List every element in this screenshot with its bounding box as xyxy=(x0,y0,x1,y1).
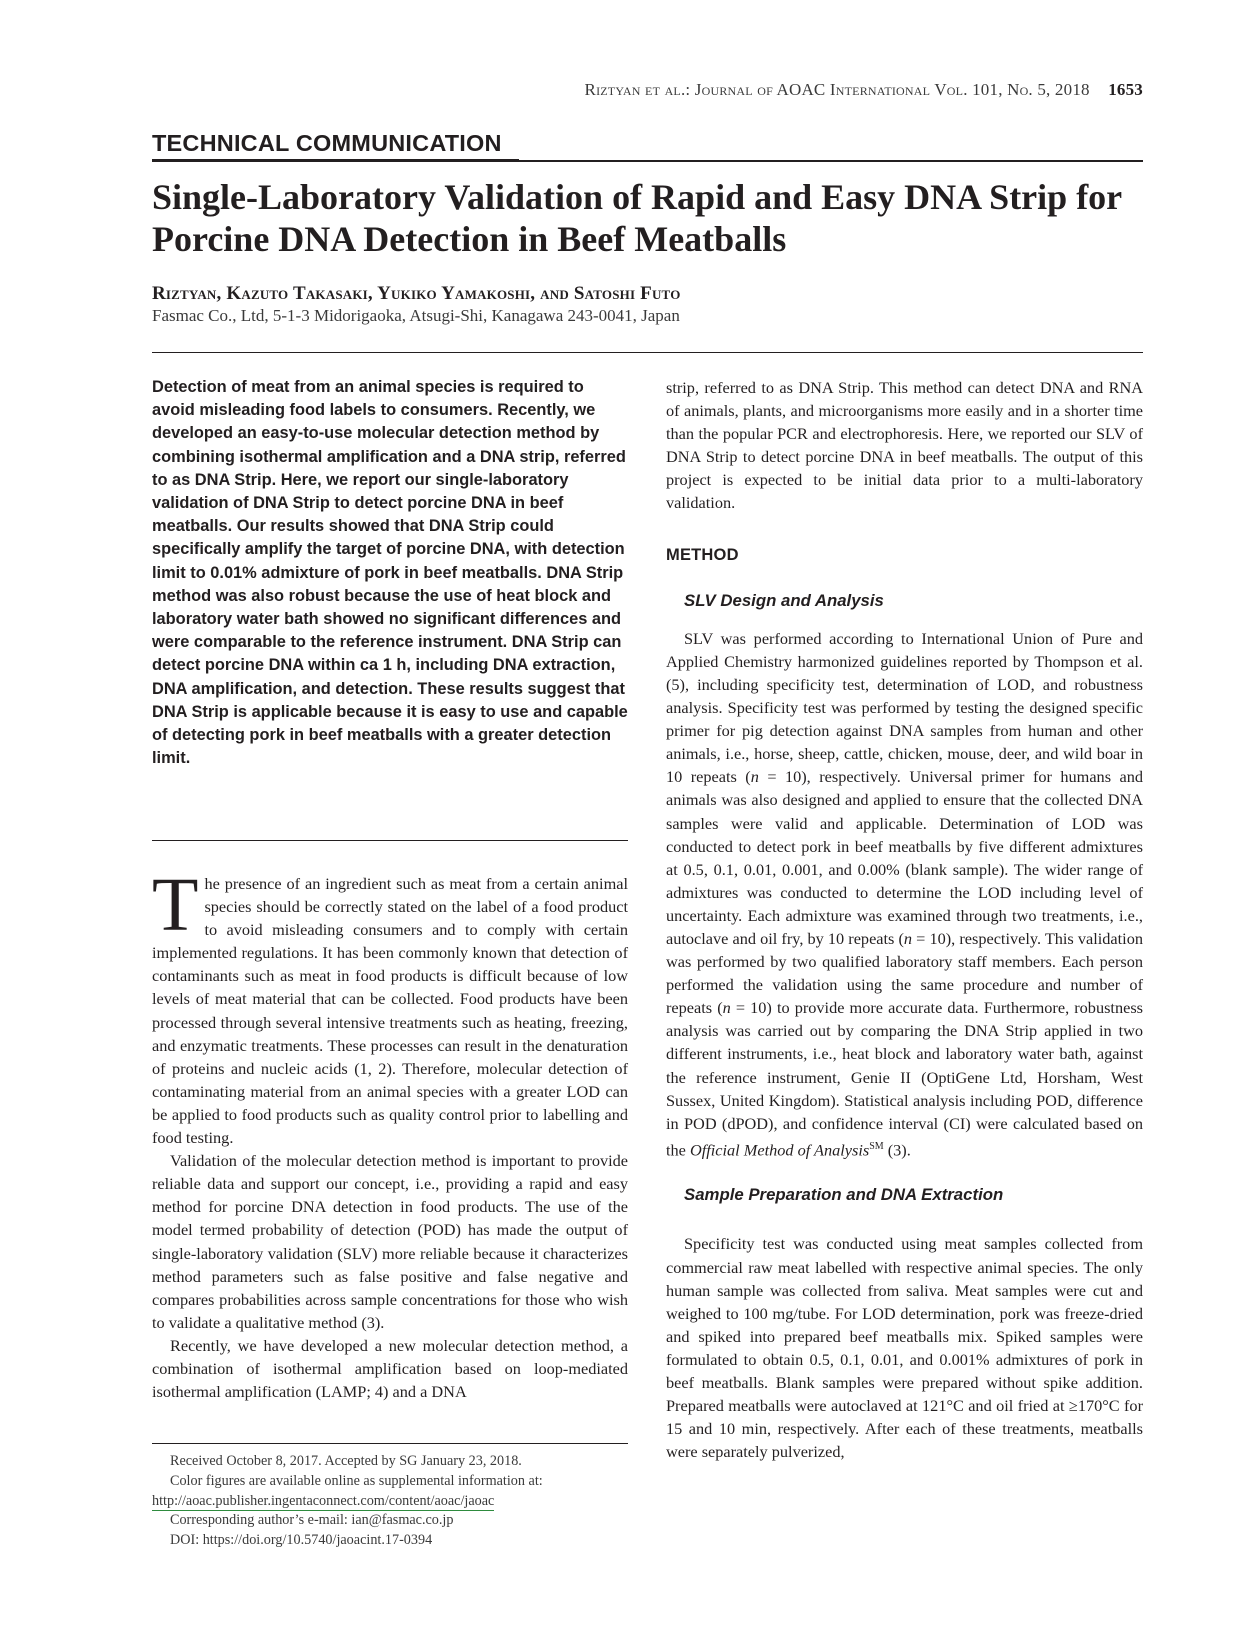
intro-paragraph-2: Validation of the molecular detection method is important to provide reliable data and support our concept, i.e., providing a rapid and easy method for porcine DNA detection in food products. The use of the model termed probability of detection (POD) has made the output of single-laboratory validation (SLV) more reliable because it characterizes method parameters such as false positive and false negative and compares probabilities across sample concentrations for those who wish to validate a qualitative method (3). xyxy=(152,1151,628,1332)
running-head xyxy=(585,80,1143,100)
intro-paragraph-1 xyxy=(152,863,628,1149)
footnotes xyxy=(152,1452,628,1551)
oma-superscript: SM xyxy=(869,1140,884,1152)
slv-text-1: SLV was performed according to International Union of Pure and Applied Chemistry harmonized guidelines reported by Thompson et al. (5), including specificity test, determination of LOD, and robustness analysis. Specificity test was performed by testing the designed specific primer for pig detection against DNA samples from human and other animals, i.e., horse, sheep, cattle, chicken, mouse, deer, and wild boar in 10 repeats ( xyxy=(666,628,1143,787)
right-column xyxy=(666,376,1143,1463)
left-column xyxy=(152,863,628,1403)
doi-note: DOI: https://doi.org/10.5740/jaoacint.17-0394 xyxy=(170,1532,433,1549)
n-symbol: n xyxy=(903,928,913,948)
page-number: 1653 xyxy=(1108,80,1143,99)
sample-prep-paragraph: Specificity test was conducted using meat samples collected from commercial raw meat labelled with respective animal species. The only human sample was collected from saliva. Meat samples were cut and weighed to 100 mg/tube. For LOD determination, pork was freeze-dried and spiked into prepared beef meatballs mix. Spiked samples were formulated to obtain 0.5, 0.1, 0.01, and 0.001% admixtures of pork in beef meatballs. Blank samples were prepared without spike addition. Prepared meatballs were autoclaved at 121°C and oil fried at ≥170°C for 15 and 10 min, respectively. After each of these treatments, meatballs were separately pulverized, xyxy=(666,1234,1143,1462)
color-figures-note: Color figures are available online as supplemental information at: xyxy=(170,1472,543,1489)
email-note: Corresponding author’s e-mail: ian@fasmac.co.jp xyxy=(170,1512,454,1529)
slv-heading: SLV Design and Analysis xyxy=(684,590,884,610)
received-note: Received October 8, 2017. Accepted by SG January 23, 2018. xyxy=(170,1453,522,1469)
slv-text-2: = 10), respectively. Universal primer for humans and animals was also designed and applied to ensure that the collected DNA samples were valid and applicable. Determination of LOD was conducted to detect pork in beef meatballs by five different admixtures at 0.5, 0.1, 0.01, 0.001, and 0.00% (blank sample). The wider range of admixtures was conducted to determine the LOD including level of uncertainty. Each admixture was examined through two treatments, i.e., autoclave and oil fry, by 10 repeats ( xyxy=(666,767,1143,948)
drop-cap: T xyxy=(152,863,199,947)
supplemental-link[interactable]: http://aoac.publisher.ingentaconnect.com/content/aoac/jaoac xyxy=(152,1492,495,1509)
header-divider xyxy=(152,352,1143,353)
section-rule-accent xyxy=(152,159,519,162)
slv-text-3: = 10), respectively. This validation was performed by two qualified laboratory staff members. Each person performed the validation using the same procedure and number of repeats ( xyxy=(666,928,1143,1018)
slv-text-4: = 10) to provide more accurate data. Furthermore, robustness analysis was carried out by comparing the DNA Strip applied in two different instruments, i.e., heat block and laboratory water bath, against the reference instrument, Genie II (OptiGene Ltd, Horsham, West Sussex, United Kingdom). Statistical analysis including POD, difference in POD (dPOD), and confidence interval (CI) were calculated based on the xyxy=(666,998,1143,1160)
article-title: Single-Laboratory Validation of Rapid and Easy DNA Strip for Porcine DNA Detection in Beef Meatballs xyxy=(152,177,1122,259)
abstract: Detection of meat from an animal species is required to avoid misleading food labels to consumers. Recently, we developed an easy-to-use molecular detection method by combining isothermal amplification and a DNA strip, referred to as DNA Strip. Here, we report our single-laboratory validation of DNA Strip to detect porcine DNA in beef meatballs. Our results showed that DNA Strip could specifically amplify the target of porcine DNA, with detection limit to 0.01% admixture of pork in beef meatballs. DNA Strip method was also robust because the use of heat block and laboratory water bath showed no significant differences and were comparable to the reference instrument. DNA Strip can detect porcine DNA within ca 1 h, including DNA extraction, DNA amplification, and detection. These results suggest that DNA Strip is applicable because it is easy to use and capable of detecting pork in beef meatballs with a greater detection limit. xyxy=(152,378,628,768)
intro-paragraph-3-continued: strip, referred to as DNA Strip. This method can detect DNA and RNA of animals, plants, and microorganisms more easily and in a shorter time than the popular PCR and electrophoresis. Here, we reported our SLV of DNA Strip to detect porcine DNA in beef meatballs. The output of this project is expected to be initial data prior to a multi-laboratory validation. xyxy=(666,378,1143,513)
section-label: TECHNICAL COMMUNICATION xyxy=(152,130,502,156)
n-symbol: n xyxy=(750,767,759,787)
oma-title: Official Method of Analysis xyxy=(689,1140,870,1160)
oma-reference: (3). xyxy=(883,1140,911,1160)
footnote-divider xyxy=(152,1443,628,1444)
method-heading: METHOD xyxy=(666,545,739,564)
author-list: Riztyan, Kazuto Takasaki, Yukiko Yamakoshi, and Satoshi Futo xyxy=(152,283,681,304)
sample-prep-heading: Sample Preparation and DNA Extraction xyxy=(684,1185,1004,1205)
intro-paragraph-3: Recently, we have developed a new molecular detection method, a combination of isothermal amplification based on loop-mediated isothermal amplification (LAMP; 4) and a DNA xyxy=(152,1335,628,1402)
abstract-divider xyxy=(152,840,628,841)
affiliation: Fasmac Co., Ltd, 5-1-3 Midorigaoka, Atsugi-Shi, Kanagawa 243-0041, Japan xyxy=(152,306,680,325)
running-head-text: Riztyan et al.: Journal of AOAC International Vol. 101, No. 5, 2018 xyxy=(584,80,1090,99)
intro-paragraph-1-text: he presence of an ingredient such as meat from a certain animal species should be correctly stated on the label of a food product to avoid misleading consumers and to comply with certain implemented regulations. It has been commonly known that detection of contaminants such as meat in food products is difficult because of low levels of meat material that can be collected. Food products have been processed through several intensive treatments such as heating, freezing, and enzymatic treatments. These processes can result in the denaturation of proteins and nucleic acids (1, 2). Therefore, molecular detection of contaminating material from an animal species with a greater LOD can be applied to food products such as quality control prior to labelling and food testing. xyxy=(152,874,628,1148)
n-symbol: n xyxy=(722,998,731,1018)
slv-paragraph xyxy=(666,627,1143,1162)
